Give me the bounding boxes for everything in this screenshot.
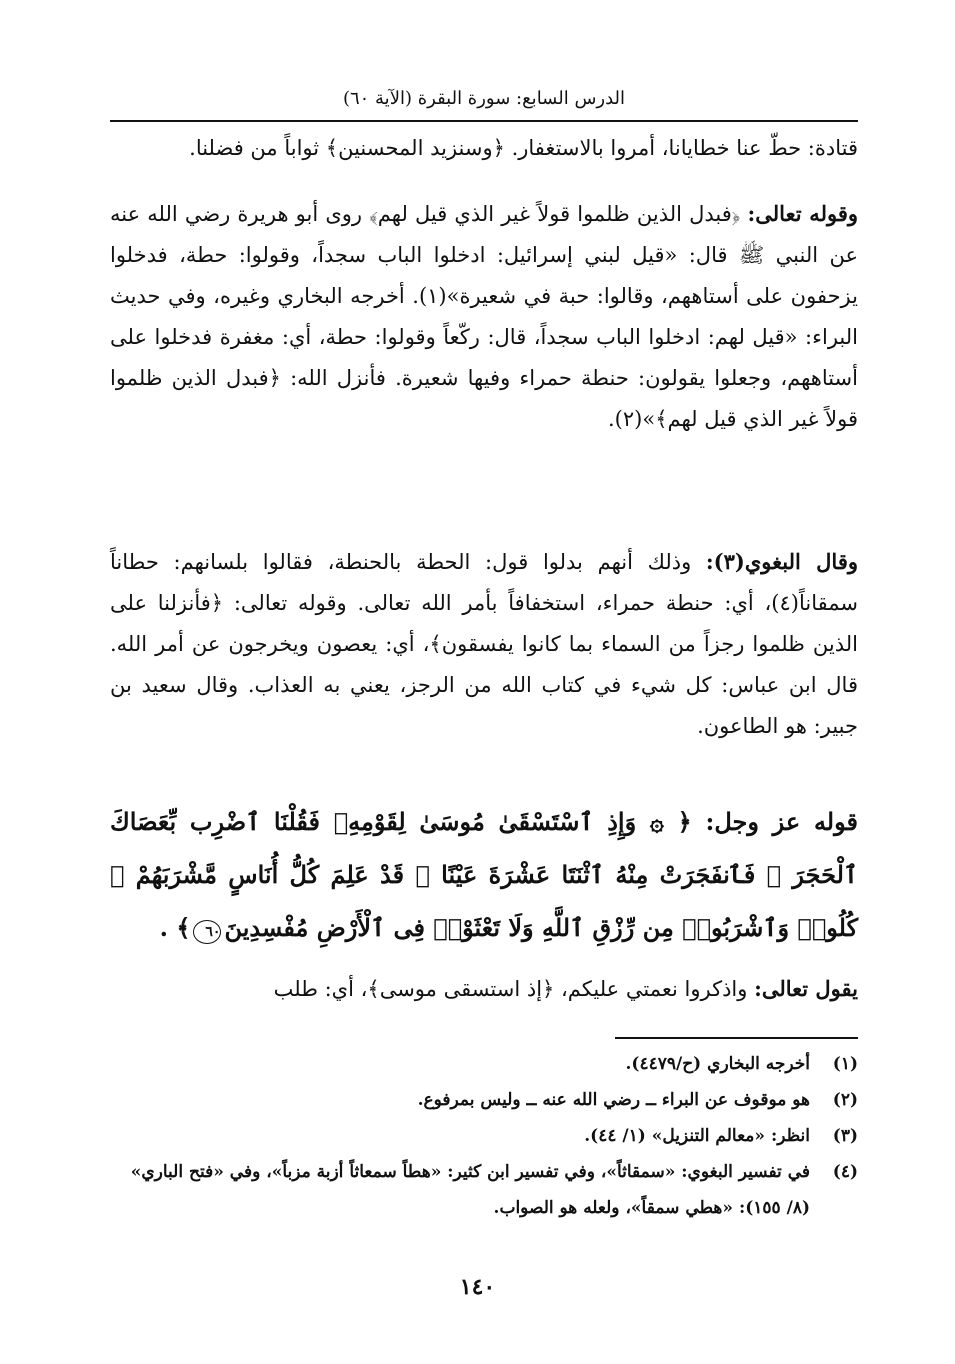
paragraph-baghawi (110, 541, 858, 747)
paragraph-lead: وقال البغوي(٣): (705, 549, 858, 574)
footnote-item (110, 1118, 858, 1154)
paragraph-text: ﴿فبدل الذين ظلموا قولاً غير الذي قيل لهم﴾ روى أبو هريرة رضي الله عنه عن النبي ﷺ قال: «قيل لبني إسرائيل: ادخلوا الباب سجداً، وقولوا: حطة، فدخلوا يزحفون على أستاههم، وقالوا: حبة في شعيرة»(١). أخرجه البخاري وغيره، وفي حديث البراء: «قيل لهم: ادخلوا الباب سجداً، قال: ركّعاً وقولوا: حطة، أي: مغفرة فدخلوا على أستاههم، وجعلوا يقولون: حنطة حمراء وفيها شعيرة. فأنزل الله: ﴿فبدل الذين ظلموا قولاً غير الذي قيل لهم﴾»(٢). (110, 202, 858, 431)
footnote-mark: (٤) (832, 1162, 858, 1182)
quran-verse-block (110, 795, 858, 954)
footnote-text: أخرجه البخاري (ح/٤٤٧٩). (625, 1054, 810, 1074)
quran-verse-text: ﴿ ۞ وَإِذِ ٱسْتَسْقَىٰ مُوسَىٰ لِقَوْمِهِۦ فَقُلْنَا ٱضْرِب بِّعَصَاكَ ٱلْحَجَرَ ۖ فَٱنفَجَرَتْ مِنْهُ ٱثْنَتَا عَشْرَةَ عَيْنًا ۖ قَدْ عَلِمَ كُلُّ أُنَاسٍ مَّشْرَبَهُمْ ۖ كُلُوا۟ وَٱشْرَبُوا۟ مِن رِّزْقِ ٱللَّهِ وَلَا تَعْثَوْا۟ فِى ٱلْأَرْضِ مُفْسِدِينَ (110, 807, 858, 942)
footnote-mark: (٢) (832, 1090, 858, 1110)
footnote-mark: (٣) (832, 1126, 858, 1146)
page-number: ١٤٠ (459, 1274, 496, 1300)
running-header: الدرس السابع: سورة البقرة (الآية ٦٠) (342, 88, 626, 109)
paragraph-text: وذلك أنهم بدلوا قول: الحطة بالحنطة، فقالوا بلسانهم: حطاناً سمقاناً(٤)، أي: حنطة حمراء، استخفافاً بأمر الله تعالى. وقوله تعالى: ﴿فأنزلنا على الذين ظلموا رجزاً من السماء بما كانوا يفسقون﴾، أي: يعصون ويخرجون عن أمر الله. قال ابن عباس: كل شيء في كتاب الله من الرجز، يعني به العذاب. وقال سعيد بن جبير: هو الطاعون. (110, 550, 858, 738)
footnote-text: انظر: «معالم التنزيل» (١/ ٤٤). (584, 1126, 810, 1146)
paragraph-lead: يقول تعالى: (754, 976, 858, 1001)
paragraph-lead: وقوله تعالى: (747, 201, 858, 226)
verse-closing: ﴾ . (159, 913, 191, 942)
footnote-text: في تفسير البغوي: «سمقاثاً»، وفي تفسير ابن كثير: «هطاً سمعاثاً أزبة مزباً»، وفي «فتح الباري» (٨/ ١٥٥): «هطي سمقاً»، ولعله هو الصواب. (130, 1162, 810, 1218)
header-divider (110, 120, 858, 122)
footnote-item (110, 1082, 858, 1118)
ayah-number-marker: ٦٠ (193, 920, 221, 944)
paragraph-explanation (110, 968, 858, 1010)
footnote-mark: (١) (832, 1054, 858, 1074)
paragraph-qatada (110, 128, 858, 169)
footnote-item (110, 1046, 858, 1082)
paragraph-text: قتادة: حطّ عنا خطايانا، أمروا بالاستغفار. ﴿وسنزيد المحسنين﴾ ثواباً من فضلنا. (189, 136, 858, 160)
footnote-item (110, 1154, 858, 1226)
footnote-divider (615, 1037, 858, 1039)
paragraph-tafsir-verse-59 (110, 193, 858, 440)
footnotes (110, 1046, 858, 1226)
footnote-text: هو موقوف عن البراء ــ رضي الله عنه ــ وليس بمرفوع. (417, 1090, 810, 1110)
paragraph-text: واذكروا نعمتي عليكم، ﴿إذ استسقى موسى﴾، أي: طلب (273, 977, 755, 1001)
verse-lead: قوله عز وجل: (705, 807, 858, 836)
